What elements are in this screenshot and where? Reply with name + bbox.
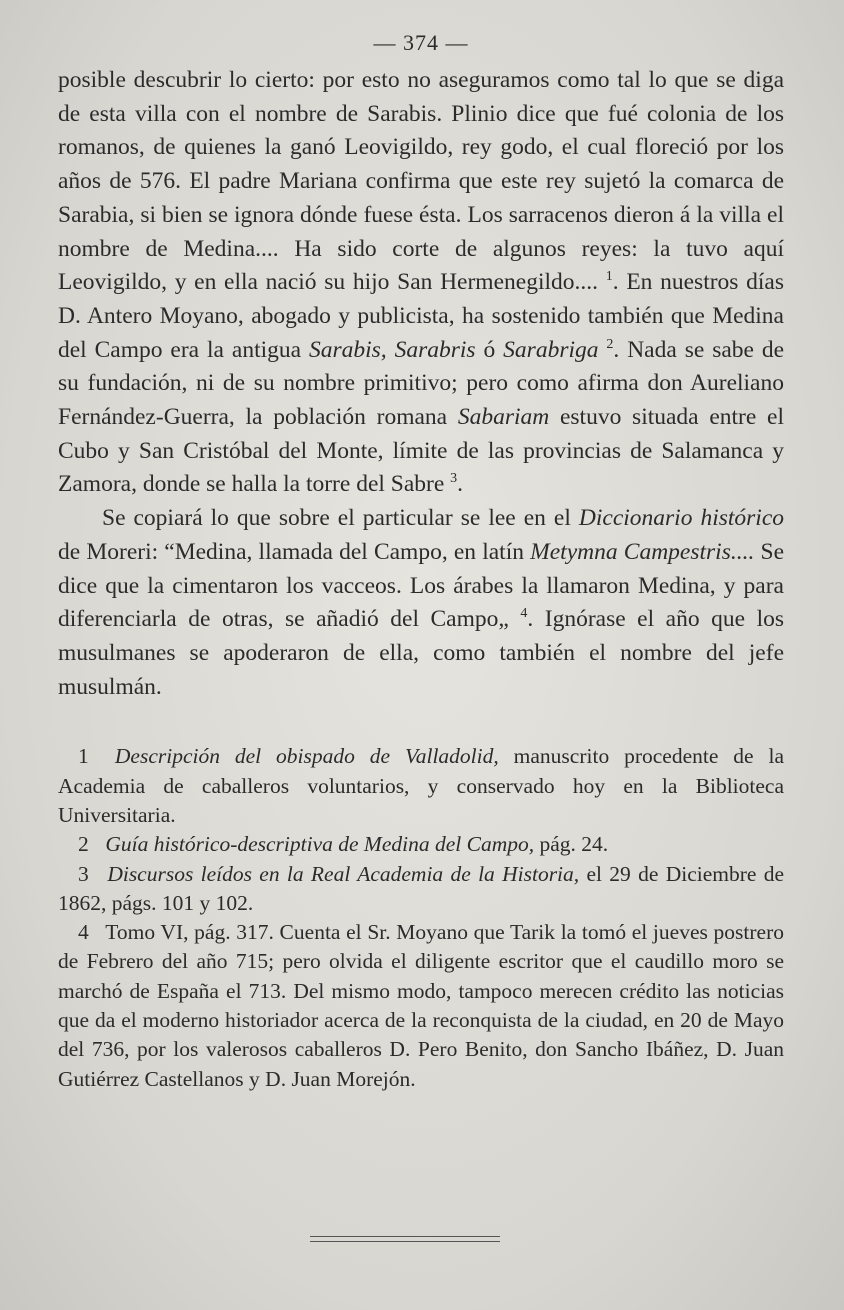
footnote-ref-2: 2 xyxy=(606,336,614,352)
footnote-2 xyxy=(58,830,784,859)
footnote-3 xyxy=(58,860,784,919)
footnote-ref-1: 1 xyxy=(605,269,613,285)
footnote-text: Tomo VI, pág. 317. Cuenta el Sr. Moyano que Tarik la tomó el jueves postrero de Febrero del año 715; pero olvida el diligente escritor que el caudillo moro se marchó de España el 713. Del mismo modo, tampoco merecen crédito las noticias que da el moderno historiador acerca de la reconquista de la ciudad, en 20 de Mayo del 736, por los valerosos caballeros D. Pero Benito, don Sancho Ibáñez, D. Juan Gutiérrez Castellanos y D. Juan Morejón. xyxy=(58,920,784,1091)
book-page xyxy=(58,30,784,1094)
footnote-text: manuscrito procedente de la Academia de caballeros voluntarios, y conservado hoy en la Biblioteca Universitaria. xyxy=(58,744,784,827)
footnote-4 xyxy=(58,918,784,1094)
footnote-number: 4 xyxy=(78,920,89,945)
footnote-title: Descripción del obispado de Valladolid, xyxy=(114,744,499,769)
page-number: — 374 — xyxy=(373,30,469,55)
footnote-title: Guía histórico-descriptiva de Medina del Campo, xyxy=(105,832,535,857)
paragraph-1: posible descubrir lo cierto: por esto no aseguramos como tal lo que se diga de esta villa con el nombre de Sarabis. Plinio dice que fué colonia de los romanos, de quienes la ganó Leovigildo, rey godo, el cual floreció por los años de 576. El padre Mariana confirma que este rey sujetó la comarca de Sarabia, si bien se ignora dónde fuese ésta. Los sarracenos dieron á la villa el nombre de Medina.... Ha sido corte de algunos reyes: la tuvo aquí Leovigildo, y en ella nació su hijo San Hermenegildo.... $^1$. En nuestros días D. Antero Moyano, abogado y publicista, ha sostenido también que Medina del Campo era la antigua Sarabis, Sarabris ó Sarabriga $^2$. Nada se sabe de su fundación, ni de su nombre primitivo; pero como afirma don Aureliano Fernández-Guerra, la población romana Sabariam estuvo situada entre el Cubo y San Cristóbal del Monte, límite de las provincias de Salamanca y Zamora, donde se halla la torre del Sabre $^3$. xyxy=(58,67,785,498)
closing-rule-top xyxy=(310,1236,500,1237)
footnotes xyxy=(58,742,784,1094)
footnote-ref-3: 3 xyxy=(450,471,458,487)
footnote-text: el 29 de Diciembre de 1862, págs. 101 y 102. xyxy=(58,861,785,915)
footnote-text: pág. 24. xyxy=(539,832,609,857)
footnote-number: 2 xyxy=(78,832,89,857)
footnote-number: 1 xyxy=(78,744,89,769)
main-text xyxy=(58,64,784,704)
footnote-1 xyxy=(58,742,784,830)
footnote-ref-4: 4 xyxy=(520,606,528,622)
closing-rule-bottom xyxy=(310,1241,500,1242)
footnote-number: 3 xyxy=(78,861,89,886)
footnote-title: Discursos leídos en la Real Academia de la Historia, xyxy=(107,861,580,886)
paragraph-2: Se copiará lo que sobre el particular se lee en el Diccionario histórico de Moreri: “Medina, llamada del Campo, en latín Metymna Campestris.... Se dice que la cimentaron los vacceos. Los árabes la llamaron Medina, y para diferenciarla de otras, se añadió del Campo„ $^4$. Ignórase el año que los musulmanes se apoderaron de ella, como también el nombre del jefe musulmán. xyxy=(58,505,785,700)
